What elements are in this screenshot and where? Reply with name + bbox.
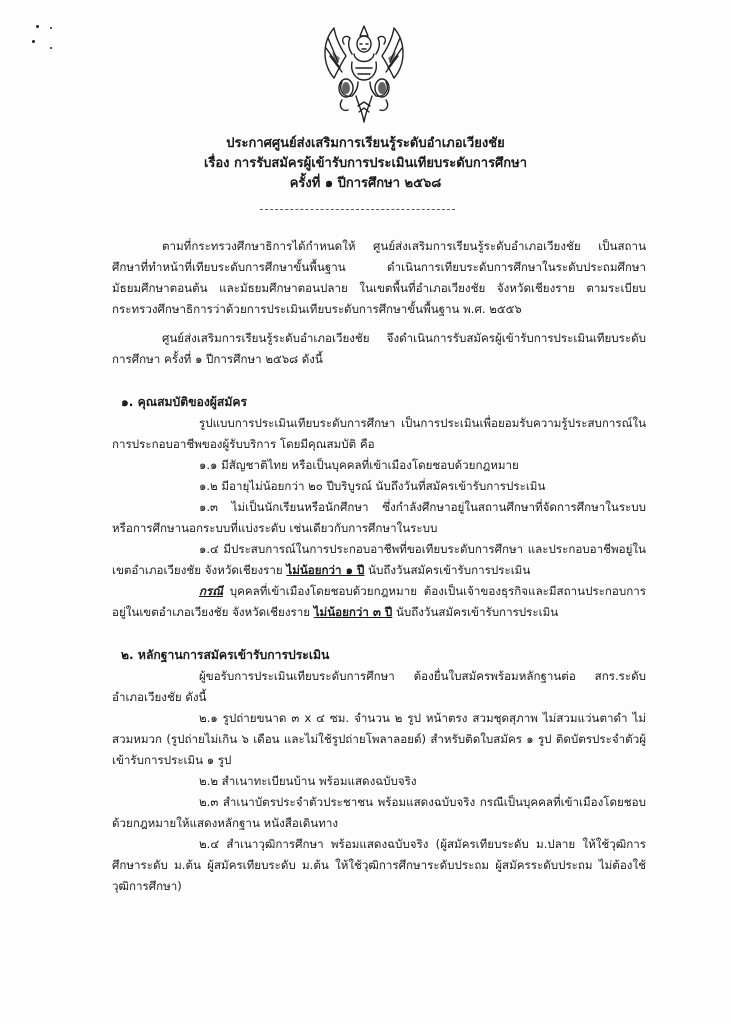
case-duration: ไม่น้อยกว่า ๓ ปี: [313, 605, 393, 619]
section-1-title: ๑. คุณสมบัติของผู้สมัคร: [121, 395, 248, 409]
header-subject: เรื่อง การรับสมัครผู้เข้ารับการประเมินเทียบระดับการศึกษา: [203, 156, 528, 171]
garuda-emblem-icon: [312, 22, 416, 128]
intro-paragraph-2: ศูนย์ส่งเสริมการเรียนรู้ระดับอำเภอเวียงชัย จึงดำเนินการรับสมัครผู้เข้ารับการประเมินเทียบระดับการศึกษา ครั้งที่ ๑ ปีการศึกษา ๒๕๖๘ ดังนี้: [112, 331, 646, 366]
header-issuer: ประกาศศูนย์ส่งเสริมการเรียนรู้ระดับอำเภอเวียงชัย: [226, 136, 505, 151]
evidence-2-2: ๒.๒ สำเนาทะเบียนบ้าน พร้อมแสดงฉบับจริง: [199, 774, 417, 788]
qualification-1-1: ๑.๑ มีสัญชาติไทย หรือเป็นบุคคลที่เข้าเมืองโดยชอบด้วยกฎหมาย: [199, 458, 519, 472]
announcement-header: [0, 134, 731, 194]
header-round: ครั้งที่ ๑ ปีการศึกษา ๒๕๖๘: [289, 176, 442, 191]
section-2-lead: ผู้ขอรับการประเมินเทียบระดับการศึกษา ต้องยื่นใบสมัครพร้อมหลักฐานต่อ สกร.ระดับอำเภอเวียงชัย ดังนี้: [112, 669, 646, 704]
qualification-1-4: [112, 539, 646, 581]
qualification-1-4-duration: ไม่น้อยกว่า ๑ ปี: [286, 563, 365, 577]
case-text: บุคคลที่เข้าเมืองโดยชอบด้วยกฎหมาย ต้องเป็นเจ้าของธุรกิจและมีสถานประกอบการอยู่ในเขตอำเภอเวียงชัย จังหวัดเชียงราย: [112, 584, 646, 619]
case-label: กรณี: [199, 584, 224, 598]
qualification-1-2: ๑.๒ มีอายุไม่น้อยกว่า ๒๐ ปีบริบูรณ์ นับถึงวันที่สมัครเข้ารับการประเมิน: [199, 479, 546, 493]
intro-paragraph-1: ตามที่กระทรวงศึกษาธิการได้กำหนดให้ ศูนย์ส่งเสริมการเรียนรู้ระดับอำเภอเวียงชัย เป็นสถานศึกษาที่ทำหน้าที่เทียบระดับการศึกษาขั้นพื้นฐาน ดำเนินการเทียบระดับการศึกษาในระดับประถมศึกษา มัธยมศึกษาตอนต้น และมัธยมศึกษาตอนปลาย ในเขตพื้นที่อำเภอเวียงชัย จังหวัดเชียงราย ตามระเบียบกระทรวงศึกษาธิการว่าด้วยการประเมินเทียบระดับการศึกษาขั้นพื้นฐาน พ.ศ. ๒๕๕๖: [112, 239, 646, 316]
section-2-title: ๒. หลักฐานการสมัครเข้ารับการประเมิน: [121, 648, 330, 662]
qualification-case: [112, 581, 646, 623]
section-1-lead: รูปแบบการประเมินเทียบระดับการศึกษา เป็นการประเมินเพื่อยอมรับความรู้ประสบการณ์ในการประกอบอาชีพของผู้รับบริการ โดยมีคุณสมบัติ คือ: [112, 416, 646, 451]
announcement-body: [112, 236, 646, 897]
evidence-2-1: ๒.๑ รูปถ่ายขนาด ๓ x ๔ ซม. จำนวน ๒ รูป หน้าตรง สวมชุดสุภาพ ไม่สวมแว่นตาดำ ไม่สวมหมวก (รูปถ่ายไม่เกิน ๖ เดือน และไม่ใช้รูปถ่ายโพลาลอยด์) สำหรับติดใบสมัคร ๑ รูป ติดบัตรประจำตัวผู้เข้ารับการประเมิน ๑ รูป: [112, 711, 646, 767]
qualification-1-3: ๑.๓ ไม่เป็นนักเรียนหรือนักศึกษา ซึ่งกำลังศึกษาอยู่ในสถานศึกษาที่จัดการศึกษาในระบบหรือการศึกษานอกระบบที่แบ่งระดับ เช่นเดียวกับการศึกษาในระบบ: [112, 500, 646, 535]
header-divider: [260, 209, 455, 210]
evidence-2-4: ๒.๔ สำเนาวุฒิการศึกษา พร้อมแสดงฉบับจริง (ผู้สมัครเทียบระดับ ม.ปลาย ให้ใช้วุฒิการศึกษาระดับ ม.ต้น ผู้สมัครเทียบระดับ ม.ต้น ให้ใช้วุฒิการศึกษาระดับประถม ผู้สมัครระดับประถม ไม่ต้องใช้วุฒิการศึกษา): [112, 837, 646, 893]
qualification-1-4-text: ๑.๔ มีประสบการณ์ในการประกอบอาชีพที่ขอเทียบระดับการศึกษา และประกอบอาชีพอยู่ในเขตอำเภอเวียงชัย จังหวัดเชียงราย: [112, 542, 646, 577]
evidence-2-3: ๒.๓ สำเนาบัตรประจำตัวประชาชน พร้อมแสดงฉบับจริง กรณีเป็นบุคคลที่เข้าเมืองโดยชอบด้วยกฎหมายให้แสดงหลักฐาน หนังสือเดินทาง: [112, 795, 646, 830]
qualification-1-4-tail: นับถึงวันสมัครเข้ารับการประเมิน: [364, 563, 531, 577]
case-tail: นับถึงวันสมัครเข้ารับการประเมิน: [392, 605, 559, 619]
scan-specks: [30, 20, 70, 50]
